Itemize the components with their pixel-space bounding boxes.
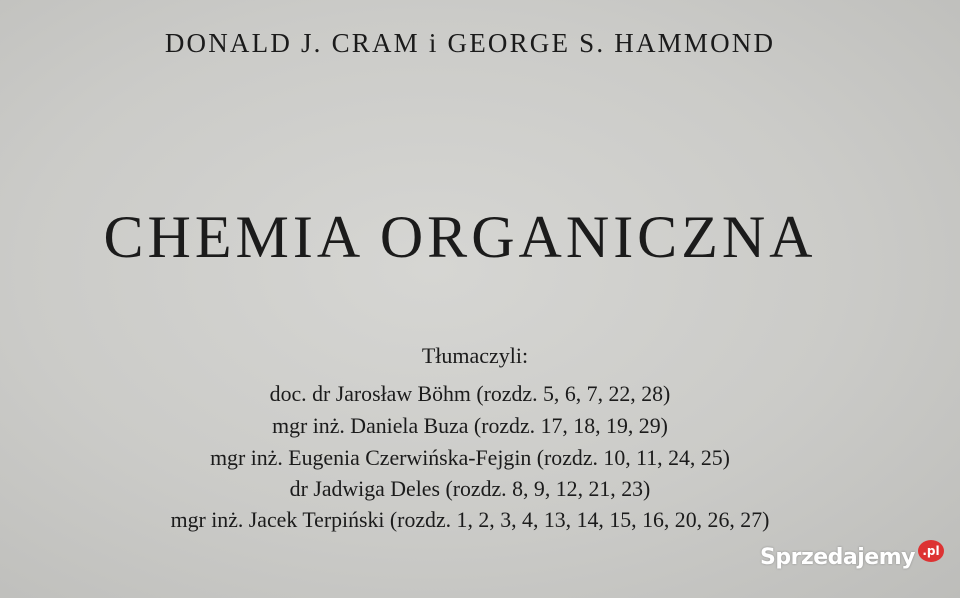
watermark-logo-badge: .pl: [918, 540, 944, 562]
translators-label: Tłumaczyli:: [421, 343, 529, 368]
book-title: CHEMIA ORGANICZNA: [103, 204, 817, 270]
translator-line: mgr inż. Eugenia Czerwińska-Fejgin (rozdz. 10, 11, 24, 25): [210, 445, 730, 470]
translator-line: mgr inż. Daniela Buza (rozdz. 17, 18, 19, 29): [272, 413, 668, 438]
translator-line: dr Jadwiga Deles (rozdz. 8, 9, 12, 21, 23): [289, 476, 651, 501]
translator-line: mgr inż. Jacek Terpiński (rozdz. 1, 2, 3, 4, 13, 14, 15, 16, 20, 26, 27): [170, 507, 770, 532]
watermark-logo: Sprzedajemy: [760, 545, 915, 570]
book-authors: DONALD J. CRAM i GEORGE S. HAMMOND: [164, 28, 776, 58]
watermark: [760, 544, 944, 572]
translator-line: doc. dr Jarosław Böhm (rozdz. 5, 6, 7, 22, 28): [269, 381, 671, 406]
